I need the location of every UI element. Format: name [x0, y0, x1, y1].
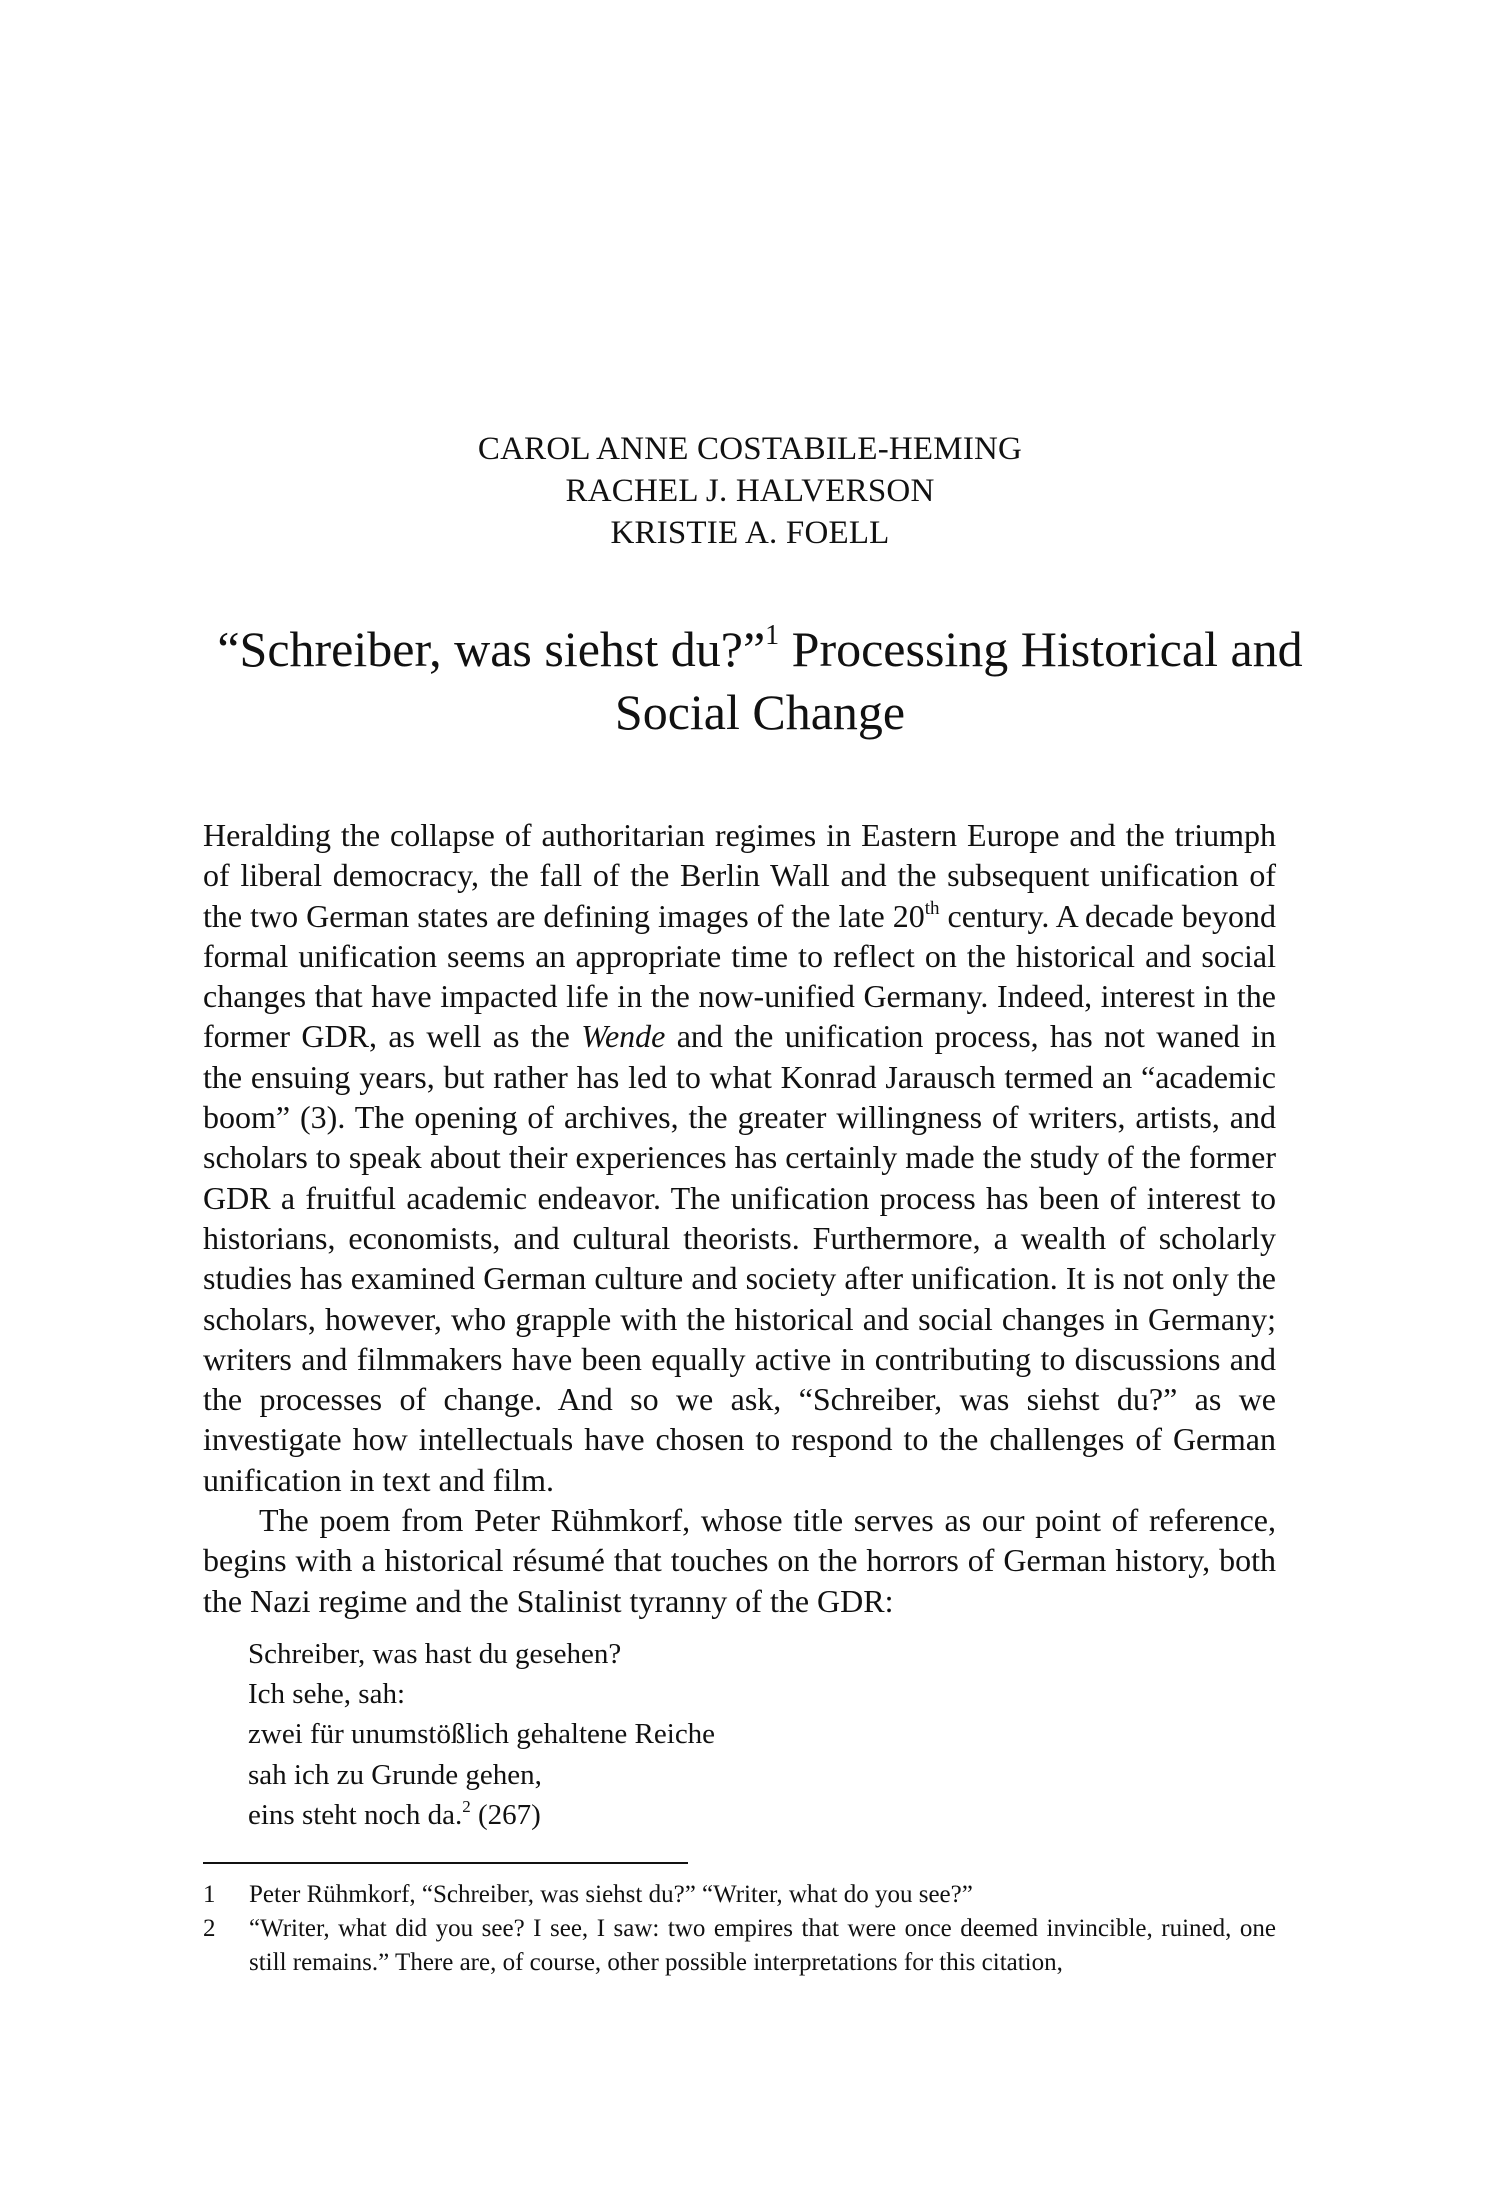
footnote-text: “Writer, what did you see? I see, I saw: two empires that were once deemed invincible, ruined, one still remains.” There are, of course, other possible interpretations for this citation,: [249, 1915, 1276, 1976]
footnote-number: 1: [203, 1881, 216, 1908]
article-title: [200, 618, 1320, 744]
paragraph: [203, 815, 1276, 1500]
poem-quote: [248, 1634, 715, 1835]
title-line2: Social Change: [614, 684, 906, 740]
author-list: [0, 428, 1500, 554]
footnote-text: Peter Rühmkorf, “Schreiber, was siehst du?” “Writer, what do you see?”: [249, 1881, 973, 1908]
text-run: century. A decade beyond formal unification seems an appropriate time to reflect on the historical and social changes that have impacted life in the now-unified Germany. Indeed, interest in the former GDR, as well as the: [203, 897, 1276, 1055]
author-name: CAROL ANNE COSTABILE-HEMING: [477, 431, 1023, 467]
text-run: and the unification process, has not waned in the ensuing years, but rather has led to what Konrad Jarausch termed an “academic boom” (3). The opening of archives, the greater willingness of writers, artists, and scholars to speak about their experiences has certainly made the study of the former GDR a fruitful academic endeavor. The unification process has been of interest to historians, economists, and cultural theorists. Furthermore, a wealth of scholarly studies has examined German culture and society after unification. It is not only the scholars, however, who grapple with the historical and social changes in Germany; writers and filmmakers have been equally active in contributing to discussions and the processes of change. And so we ask, “Schreiber, was siehst du?” as we investigate how intellectuals have chosen to respond to the challenges of German unification in text and film.: [203, 1018, 1277, 1498]
author-name: KRISTIE A. FOELL: [610, 515, 890, 551]
author-name: RACHEL J. HALVERSON: [565, 473, 935, 509]
poem-line: zwei für unumstößlich gehaltene Reiche: [248, 1718, 716, 1751]
paragraph: The poem from Peter Rühmkorf, whose title serves as our point of reference, begins with a historical résumé that touches on the horrors of German history, both the Nazi regime and the Stalinist tyranny of the GDR:: [203, 1502, 1276, 1619]
footnote: [203, 1912, 1276, 1980]
poem-line: Ich sehe, sah:: [248, 1678, 406, 1711]
footnote-divider: [203, 1862, 688, 1864]
title-quote: “Schreiber, was siehst du?”: [217, 621, 766, 677]
article-body: [203, 815, 1276, 1621]
text-run: Heralding the collapse of authoritarian regimes in Eastern Europe and the triumph of liberal democracy, the fall of the Berlin Wall and the subsequent unification of the two German states are defining images of the late 20: [203, 817, 1276, 934]
footnote-ref[interactable]: 2: [462, 1796, 471, 1816]
footnote: [203, 1878, 1276, 1912]
footnotes: [203, 1878, 1276, 1980]
poem-line: [248, 1795, 715, 1835]
ordinal-superscript: th: [924, 897, 940, 919]
poem-line: sah ich zu Grunde gehen,: [248, 1758, 542, 1791]
italic-term: Wende: [581, 1018, 666, 1055]
title-line1-rest: Processing Historical and: [791, 621, 1303, 677]
poem-line: Schreiber, was hast du gesehen?: [248, 1638, 622, 1670]
text-run: eins steht noch da.: [248, 1798, 463, 1831]
text-run: (267): [470, 1798, 541, 1831]
footnote-number: 2: [203, 1915, 216, 1942]
footnote-ref[interactable]: 1: [765, 620, 780, 651]
